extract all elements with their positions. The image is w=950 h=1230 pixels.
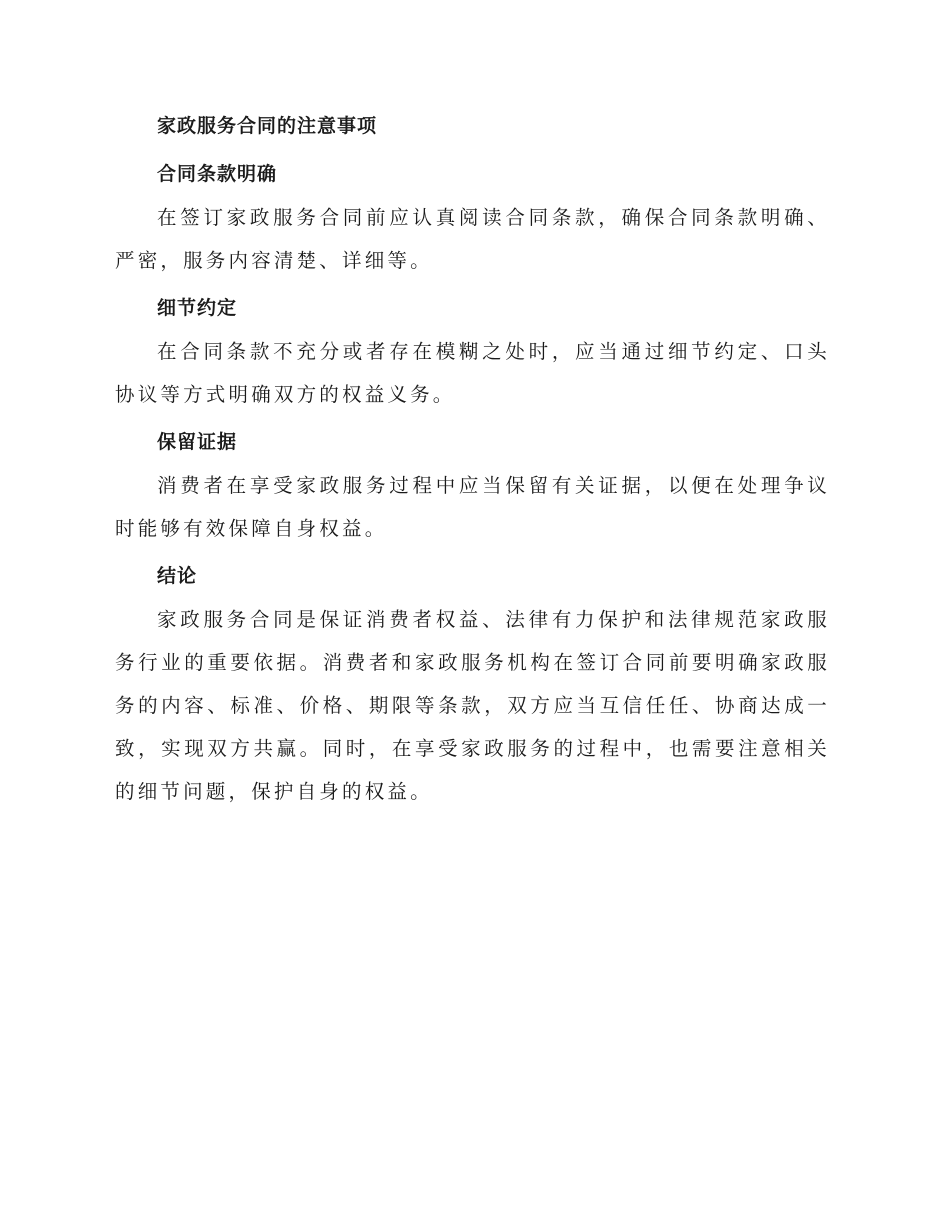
section-heading-contract-terms: 合同条款明确 xyxy=(157,163,278,185)
section-heading-evidence: 保留证据 xyxy=(157,431,238,453)
section-heading-details: 细节约定 xyxy=(157,297,238,319)
document-title: 家政服务合同的注意事项 xyxy=(157,115,378,137)
document-content xyxy=(115,104,830,817)
section-body-evidence: 消费者在享受家政服务过程中应当保留有关证据，以便在处理争议时能够有效保障自身权益。 xyxy=(115,474,830,540)
section-body-conclusion: 家政服务合同是保证消费者权益、法律有力保护和法律规范家政服务行业的重要依据。消费者和家政服务机构在签订合同前要明确家政服务的内容、标准、价格、期限等条款，双方应当互信任任、协商达成一致，实现双方共赢。同时，在享受家政服务的过程中，也需要注意相关的细节问题，保护自身的权益。 xyxy=(115,608,830,803)
section-body-details: 在合同条款不充分或者存在模糊之处时，应当通过细节约定、口头协议等方式明确双方的权益义务。 xyxy=(115,340,830,406)
section-body-contract-terms: 在签订家政服务合同前应认真阅读合同条款，确保合同条款明确、严密，服务内容清楚、详细等。 xyxy=(115,206,830,272)
section-heading-conclusion: 结论 xyxy=(157,565,198,587)
